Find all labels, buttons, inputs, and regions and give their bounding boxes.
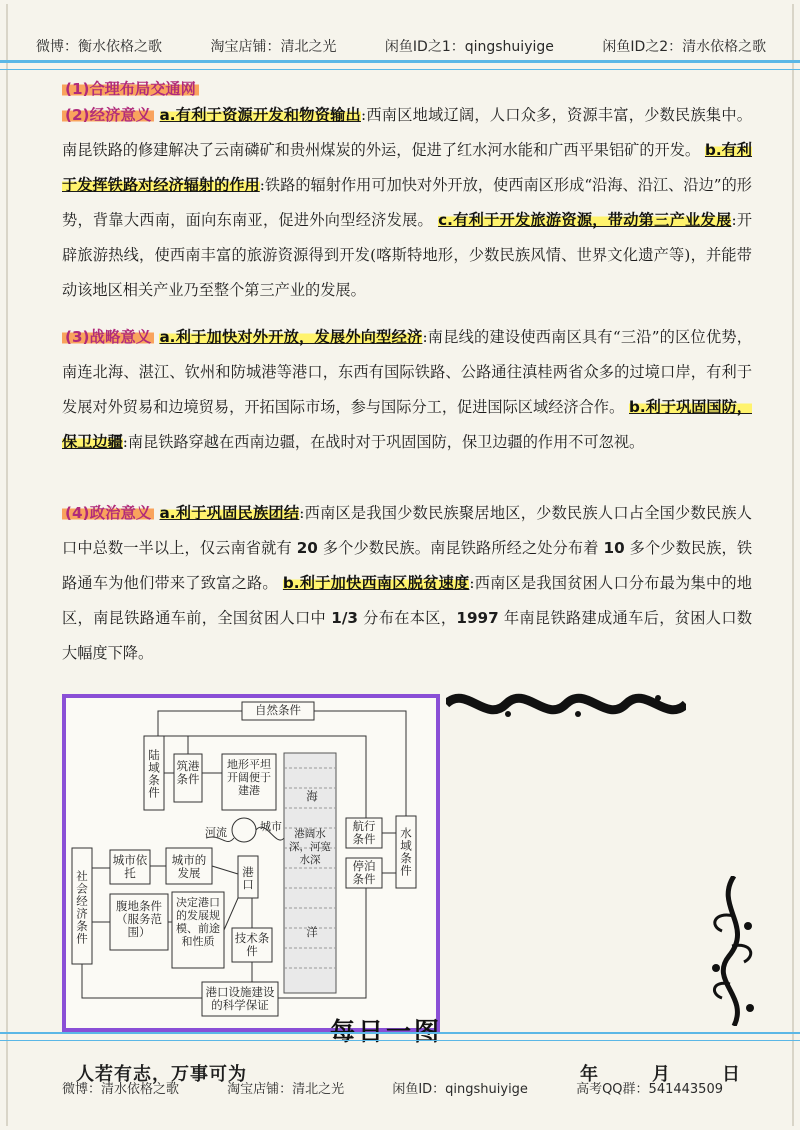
decorative-wave-icon <box>446 684 686 724</box>
item-2b-text: :铁路的辐射作用可加快对外开放，使西南区形成“沿海、沿江、沿边”的形势，背靠大西南，面向东南亚，促进外向型经济发展。 <box>62 176 752 229</box>
label-land: 陆域条件 <box>147 749 161 799</box>
label-develop: 城市的发展 <box>171 853 207 880</box>
watermark-shop: 淘宝店铺：清北之光 <box>210 39 337 55</box>
daily-picture-title: 每日一图 <box>330 1017 443 1046</box>
watermark-weibo: 微博：衡水依格之歌 <box>36 39 162 55</box>
watermark-xianyu1: 闲鱼ID之1：qingshuiyige <box>384 39 554 55</box>
label-anchor: 停泊条件 <box>352 859 376 886</box>
item-4a-text-3: 多个少数民族，铁路通车为他们带来了致富之路。 <box>62 539 753 592</box>
label-hinter: 腹地条件（服务范围） <box>116 899 162 939</box>
item-4b-text-2: 分布在本区， <box>363 609 457 627</box>
motto: 人若有志，万事可为 <box>76 1064 247 1085</box>
item-4b-text-3: 年南昆铁路建成通车后，贫困人口数大幅度下降。 <box>62 609 753 662</box>
port-conditions-diagram <box>62 694 440 1032</box>
label-social: 社会经济条件 <box>75 869 89 945</box>
item-3a-title: a.利于加快对外开放，发展外向型经济 <box>159 328 423 346</box>
item-4b-year: 1997 <box>456 609 499 627</box>
label-natural: 自然条件 <box>255 703 301 717</box>
watermark-bottom-qq: 高考QQ群：541443509 <box>576 1082 723 1097</box>
label-port: 港口 <box>241 865 255 891</box>
label-tech: 技术条件 <box>234 931 270 958</box>
item-4a-text-2: 多个少数民族。南昆铁路所经之处分布着 <box>322 539 599 557</box>
item-4-label: (4)政治意义 <box>62 504 154 522</box>
label-terrain: 地形平坦开阔便于建港 <box>227 758 271 797</box>
item-4b-frac: 1/3 <box>331 609 358 627</box>
watermark-bottom-shop: 淘宝店铺：清北之光 <box>227 1082 345 1097</box>
item-2a-title: a.有利于资源开发和物资输出 <box>159 106 361 124</box>
watermark-top <box>36 36 800 56</box>
item-4-political <box>62 496 752 671</box>
watermark-xianyu2: 闲鱼ID之2：清水依格之歌 <box>602 39 767 55</box>
item-2-label: (2)经济意义 <box>62 106 154 124</box>
item-4a-num: 20 <box>296 539 318 557</box>
item-2c-title: c.有利于开发旅游资源，带动第三产业发展 <box>438 211 732 229</box>
item-1-label: (1)合理布局交通网 <box>62 80 199 98</box>
label-depend: 城市依托 <box>112 853 148 880</box>
label-river: 河流 <box>205 826 227 839</box>
item-4a-text-1: :西南区是我国少数民族聚居地区，少数民族人口占全国少数民族人口中总数一半以上，仅云南省就有 <box>62 504 752 557</box>
date-day-label: 日 <box>722 1064 740 1085</box>
item-3a-text: :南昆线的建设使西南区具有“三沿”的区位优势，南连北海、湛江、钦州和防城港等港口，东西有国际铁路、公路通往滇桂两省众多的过境口岸，有利于发展对外贸易和边境贸易，开拓国际市场，参与国际分工，促进国际区域经济合作。 <box>62 328 752 416</box>
top-rule <box>0 60 800 70</box>
decorative-vine-icon <box>704 876 764 1026</box>
label-nav: 航行条件 <box>352 819 376 846</box>
item-4a-title: a.利于巩固民族团结 <box>159 504 300 522</box>
item-2c-text: :开辟旅游热线，使西南丰富的旅游资源得到开发(喀斯特地形，少数民族风情、世界文化遗产等)，并能带动该地区相关产业乃至整个第三产业的发展。 <box>62 211 753 299</box>
label-deep: 港阔水深，河宽水深 <box>289 828 331 866</box>
label-build: 筑港条件 <box>176 759 200 786</box>
item-3-strategic <box>62 320 752 460</box>
item-4b-text-1: :西南区是我国贫困人口分布最为集中的地区，南昆铁路通车前，全国贫困人口中 <box>62 574 752 627</box>
watermark-bottom <box>62 1078 767 1097</box>
date-year-label: 年 <box>580 1064 598 1085</box>
label-sea: 海 <box>306 789 318 803</box>
label-ocean: 洋 <box>306 925 318 939</box>
label-water: 水域条件 <box>399 827 413 877</box>
item-3b-title: b.利于巩固国防，保卫边疆 <box>62 398 752 451</box>
item-2a-text: :西南区地域辽阔，人口众多，资源丰富，少数民族集中。南昆铁路的修建解决了云南磷矿和贵州煤炭的外运，促进了红水河水能和广西平果铝矿的开发。 <box>62 106 752 159</box>
item-3b-text: :南昆铁路穿越在西南边疆，在战时对于巩固国防，保卫边疆的作用不可忽视。 <box>122 433 645 451</box>
item-4b-title: b.利于加快西南区脱贫速度 <box>282 574 470 592</box>
label-city: 城市 <box>260 820 282 833</box>
date-month-label: 月 <box>652 1064 670 1085</box>
item-2-economic <box>62 98 752 308</box>
item-3-label: (3)战略意义 <box>62 328 154 346</box>
item-4a-num2: 10 <box>603 539 625 557</box>
bottom-rule <box>0 1032 800 1041</box>
watermark-bottom-xianyu: 闲鱼ID：qingshuiyige <box>392 1082 528 1097</box>
label-decide: 决定港口的发展规模、前途和性质 <box>176 896 220 948</box>
label-guarantee: 港口设施建设的科学保证 <box>205 985 275 1012</box>
item-2b-title: b.有利于发挥铁路对经济辐射的作用 <box>62 141 752 194</box>
watermark-bottom-weibo: 微博：清水依格之歌 <box>62 1082 180 1097</box>
